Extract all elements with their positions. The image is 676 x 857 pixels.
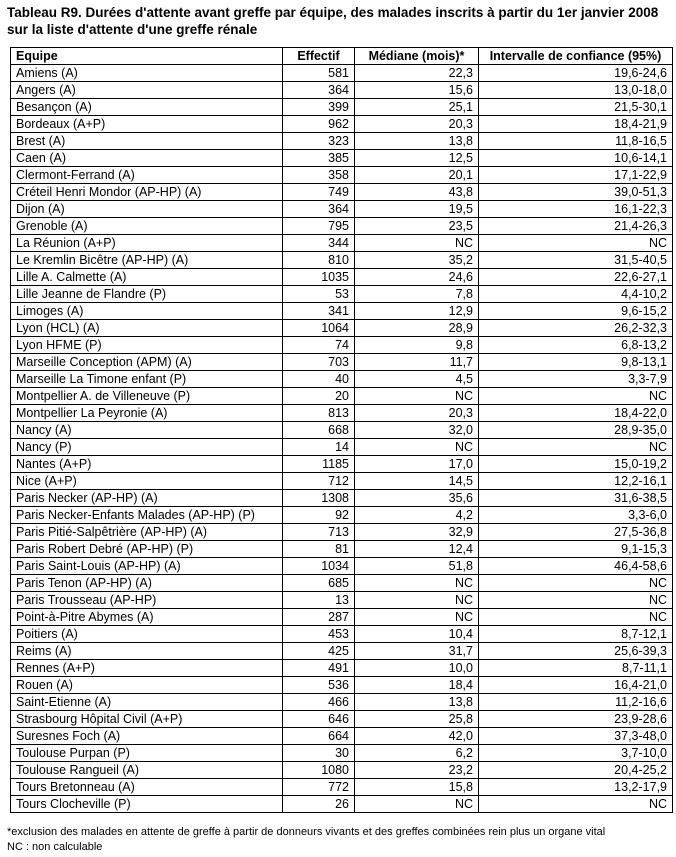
cell-mediane: 20,3 bbox=[355, 116, 479, 133]
cell-equipe: Grenoble (A) bbox=[11, 218, 283, 235]
table-row bbox=[11, 184, 673, 201]
table-row bbox=[11, 201, 673, 218]
cell-effectif: 287 bbox=[283, 609, 355, 626]
cell-intervalle: 6,8-13,2 bbox=[479, 337, 673, 354]
header-row bbox=[11, 48, 673, 65]
table-row bbox=[11, 337, 673, 354]
cell-equipe: Le Kremlin Bicêtre (AP-HP) (A) bbox=[11, 252, 283, 269]
cell-equipe: Toulouse Purpan (P) bbox=[11, 745, 283, 762]
cell-equipe: Tours Clocheville (P) bbox=[11, 796, 283, 813]
table-row bbox=[11, 133, 673, 150]
cell-intervalle: 26,2-32,3 bbox=[479, 320, 673, 337]
table-row bbox=[11, 643, 673, 660]
cell-equipe: Rouen (A) bbox=[11, 677, 283, 694]
table-row bbox=[11, 745, 673, 762]
cell-mediane: 32,0 bbox=[355, 422, 479, 439]
header-effectif: Effectif bbox=[283, 48, 355, 65]
cell-effectif: 385 bbox=[283, 150, 355, 167]
cell-equipe: Nantes (A+P) bbox=[11, 456, 283, 473]
table-row bbox=[11, 592, 673, 609]
cell-intervalle: 9,6-15,2 bbox=[479, 303, 673, 320]
table-body bbox=[11, 65, 673, 813]
cell-equipe: Bordeaux (A+P) bbox=[11, 116, 283, 133]
cell-effectif: 81 bbox=[283, 541, 355, 558]
cell-intervalle: 22,6-27,1 bbox=[479, 269, 673, 286]
cell-effectif: 712 bbox=[283, 473, 355, 490]
cell-effectif: 364 bbox=[283, 201, 355, 218]
table-row bbox=[11, 82, 673, 99]
cell-intervalle: 31,6-38,5 bbox=[479, 490, 673, 507]
table-row bbox=[11, 388, 673, 405]
cell-mediane: 4,2 bbox=[355, 507, 479, 524]
cell-mediane: NC bbox=[355, 439, 479, 456]
cell-effectif: 30 bbox=[283, 745, 355, 762]
cell-intervalle: 13,0-18,0 bbox=[479, 82, 673, 99]
cell-effectif: 399 bbox=[283, 99, 355, 116]
table-row bbox=[11, 269, 673, 286]
table-row bbox=[11, 660, 673, 677]
cell-equipe: Paris Pitié-Salpêtrière (AP-HP) (A) bbox=[11, 524, 283, 541]
table-row bbox=[11, 524, 673, 541]
table-row bbox=[11, 65, 673, 82]
cell-equipe: Marseille Conception (APM) (A) bbox=[11, 354, 283, 371]
cell-intervalle: 17,1-22,9 bbox=[479, 167, 673, 184]
cell-mediane: 14,5 bbox=[355, 473, 479, 490]
cell-intervalle: 3,7-10,0 bbox=[479, 745, 673, 762]
table-row bbox=[11, 677, 673, 694]
cell-mediane: 35,2 bbox=[355, 252, 479, 269]
cell-effectif: 466 bbox=[283, 694, 355, 711]
cell-mediane: 15,8 bbox=[355, 779, 479, 796]
cell-intervalle: 8,7-11,1 bbox=[479, 660, 673, 677]
header-intervalle: Intervalle de confiance (95%) bbox=[479, 48, 673, 65]
table-row bbox=[11, 541, 673, 558]
cell-equipe: Montpellier A. de Villeneuve (P) bbox=[11, 388, 283, 405]
table-row bbox=[11, 796, 673, 813]
cell-intervalle: 16,1-22,3 bbox=[479, 201, 673, 218]
table-row bbox=[11, 439, 673, 456]
cell-equipe: Paris Saint-Louis (AP-HP) (A) bbox=[11, 558, 283, 575]
cell-mediane: 15,6 bbox=[355, 82, 479, 99]
cell-equipe: Poitiers (A) bbox=[11, 626, 283, 643]
cell-mediane: NC bbox=[355, 575, 479, 592]
cell-effectif: 668 bbox=[283, 422, 355, 439]
table-row bbox=[11, 303, 673, 320]
cell-equipe: Point-à-Pitre Abymes (A) bbox=[11, 609, 283, 626]
table-row bbox=[11, 609, 673, 626]
header-equipe: Equipe bbox=[11, 48, 283, 65]
cell-mediane: 12,5 bbox=[355, 150, 479, 167]
cell-intervalle: 21,4-26,3 bbox=[479, 218, 673, 235]
cell-effectif: 810 bbox=[283, 252, 355, 269]
table-row bbox=[11, 371, 673, 388]
cell-equipe: Caen (A) bbox=[11, 150, 283, 167]
cell-effectif: 813 bbox=[283, 405, 355, 422]
cell-intervalle: 23,9-28,6 bbox=[479, 711, 673, 728]
cell-equipe: Clermont-Ferrand (A) bbox=[11, 167, 283, 184]
cell-mediane: 11,7 bbox=[355, 354, 479, 371]
cell-equipe: Lyon HFME (P) bbox=[11, 337, 283, 354]
cell-mediane: 20,3 bbox=[355, 405, 479, 422]
cell-intervalle: 4,4-10,2 bbox=[479, 286, 673, 303]
cell-intervalle: 3,3-6,0 bbox=[479, 507, 673, 524]
cell-mediane: NC bbox=[355, 235, 479, 252]
table-row bbox=[11, 694, 673, 711]
cell-equipe: Saint-Etienne (A) bbox=[11, 694, 283, 711]
cell-intervalle: 27,5-36,8 bbox=[479, 524, 673, 541]
cell-equipe: Strasbourg Hôpital Civil (A+P) bbox=[11, 711, 283, 728]
cell-effectif: 646 bbox=[283, 711, 355, 728]
table-row bbox=[11, 456, 673, 473]
cell-equipe: Dijon (A) bbox=[11, 201, 283, 218]
cell-intervalle: 16,4-21,0 bbox=[479, 677, 673, 694]
cell-equipe: Paris Trousseau (AP-HP) bbox=[11, 592, 283, 609]
cell-mediane: 6,2 bbox=[355, 745, 479, 762]
table-row bbox=[11, 575, 673, 592]
cell-effectif: 685 bbox=[283, 575, 355, 592]
cell-mediane: NC bbox=[355, 796, 479, 813]
cell-equipe: Besançon (A) bbox=[11, 99, 283, 116]
cell-mediane: 13,8 bbox=[355, 694, 479, 711]
cell-effectif: 664 bbox=[283, 728, 355, 745]
cell-effectif: 772 bbox=[283, 779, 355, 796]
cell-intervalle: 21,5-30,1 bbox=[479, 99, 673, 116]
cell-mediane: 19,5 bbox=[355, 201, 479, 218]
cell-intervalle: 12,2-16,1 bbox=[479, 473, 673, 490]
cell-effectif: 323 bbox=[283, 133, 355, 150]
cell-effectif: 581 bbox=[283, 65, 355, 82]
cell-mediane: NC bbox=[355, 592, 479, 609]
cell-effectif: 1064 bbox=[283, 320, 355, 337]
cell-mediane: 18,4 bbox=[355, 677, 479, 694]
cell-equipe: Toulouse Rangueil (A) bbox=[11, 762, 283, 779]
cell-effectif: 703 bbox=[283, 354, 355, 371]
cell-intervalle: 25,6-39,3 bbox=[479, 643, 673, 660]
cell-mediane: 12,4 bbox=[355, 541, 479, 558]
cell-effectif: 364 bbox=[283, 82, 355, 99]
table-row bbox=[11, 728, 673, 745]
cell-effectif: 425 bbox=[283, 643, 355, 660]
cell-equipe: Amiens (A) bbox=[11, 65, 283, 82]
cell-intervalle: 19,6-24,6 bbox=[479, 65, 673, 82]
cell-mediane: 35,6 bbox=[355, 490, 479, 507]
cell-intervalle: 13,2-17,9 bbox=[479, 779, 673, 796]
cell-equipe: Lyon (HCL) (A) bbox=[11, 320, 283, 337]
cell-mediane: 42,0 bbox=[355, 728, 479, 745]
cell-intervalle: NC bbox=[479, 388, 673, 405]
cell-intervalle: 9,1-15,3 bbox=[479, 541, 673, 558]
cell-intervalle: NC bbox=[479, 235, 673, 252]
cell-mediane: 23,5 bbox=[355, 218, 479, 235]
cell-intervalle: 20,4-25,2 bbox=[479, 762, 673, 779]
cell-intervalle: 8,7-12,1 bbox=[479, 626, 673, 643]
cell-mediane: 25,1 bbox=[355, 99, 479, 116]
footnote-nc: NC : non calculable bbox=[7, 841, 103, 853]
cell-equipe: Lille A. Calmette (A) bbox=[11, 269, 283, 286]
cell-effectif: 962 bbox=[283, 116, 355, 133]
cell-equipe: Marseille La Timone enfant (P) bbox=[11, 371, 283, 388]
cell-equipe: Limoges (A) bbox=[11, 303, 283, 320]
cell-intervalle: NC bbox=[479, 575, 673, 592]
table-row bbox=[11, 235, 673, 252]
cell-equipe: Suresnes Foch (A) bbox=[11, 728, 283, 745]
table-row bbox=[11, 779, 673, 796]
cell-equipe: Lille Jeanne de Flandre (P) bbox=[11, 286, 283, 303]
cell-mediane: 9,8 bbox=[355, 337, 479, 354]
table-row bbox=[11, 286, 673, 303]
table-row bbox=[11, 626, 673, 643]
cell-effectif: 453 bbox=[283, 626, 355, 643]
table-number: Tableau R9. bbox=[7, 5, 82, 20]
cell-equipe: Créteil Henri Mondor (AP-HP) (A) bbox=[11, 184, 283, 201]
table-row bbox=[11, 422, 673, 439]
cell-intervalle: 15,0-19,2 bbox=[479, 456, 673, 473]
table-row bbox=[11, 99, 673, 116]
cell-mediane: NC bbox=[355, 388, 479, 405]
cell-intervalle: 46,4-58,6 bbox=[479, 558, 673, 575]
cell-effectif: 14 bbox=[283, 439, 355, 456]
cell-equipe: Nancy (A) bbox=[11, 422, 283, 439]
cell-mediane: 20,1 bbox=[355, 167, 479, 184]
cell-mediane: 22,3 bbox=[355, 65, 479, 82]
cell-equipe: La Réunion (A+P) bbox=[11, 235, 283, 252]
cell-effectif: 1185 bbox=[283, 456, 355, 473]
cell-intervalle: NC bbox=[479, 439, 673, 456]
cell-intervalle: 10,6-14,1 bbox=[479, 150, 673, 167]
cell-intervalle: 37,3-48,0 bbox=[479, 728, 673, 745]
cell-effectif: 1080 bbox=[283, 762, 355, 779]
cell-effectif: 491 bbox=[283, 660, 355, 677]
cell-equipe: Paris Necker (AP-HP) (A) bbox=[11, 490, 283, 507]
cell-equipe: Tours Bretonneau (A) bbox=[11, 779, 283, 796]
table-caption: Durées d'attente avant greffe par équipe, des malades inscrits à partir du 1er janvier 2008 sur la liste d'attente d'une greffe rénale bbox=[7, 5, 659, 37]
table-row bbox=[11, 405, 673, 422]
cell-effectif: 53 bbox=[283, 286, 355, 303]
table-row bbox=[11, 490, 673, 507]
cell-mediane: 12,9 bbox=[355, 303, 479, 320]
table-row bbox=[11, 167, 673, 184]
cell-equipe: Angers (A) bbox=[11, 82, 283, 99]
cell-effectif: 536 bbox=[283, 677, 355, 694]
cell-intervalle: 39,0-51,3 bbox=[479, 184, 673, 201]
cell-effectif: 20 bbox=[283, 388, 355, 405]
cell-intervalle: NC bbox=[479, 609, 673, 626]
cell-effectif: 13 bbox=[283, 592, 355, 609]
cell-equipe: Paris Robert Debré (AP-HP) (P) bbox=[11, 541, 283, 558]
cell-effectif: 74 bbox=[283, 337, 355, 354]
cell-equipe: Montpellier La Peyronie (A) bbox=[11, 405, 283, 422]
cell-equipe: Brest (A) bbox=[11, 133, 283, 150]
cell-intervalle: 18,4-21,9 bbox=[479, 116, 673, 133]
cell-mediane: 10,4 bbox=[355, 626, 479, 643]
table-row bbox=[11, 116, 673, 133]
table-row bbox=[11, 558, 673, 575]
cell-effectif: 40 bbox=[283, 371, 355, 388]
cell-intervalle: 18,4-22,0 bbox=[479, 405, 673, 422]
table-row bbox=[11, 762, 673, 779]
cell-effectif: 344 bbox=[283, 235, 355, 252]
cell-effectif: 749 bbox=[283, 184, 355, 201]
cell-mediane: 4,5 bbox=[355, 371, 479, 388]
cell-equipe: Nice (A+P) bbox=[11, 473, 283, 490]
cell-effectif: 713 bbox=[283, 524, 355, 541]
footnotes bbox=[7, 825, 605, 855]
table-row bbox=[11, 218, 673, 235]
cell-intervalle: 28,9-35,0 bbox=[479, 422, 673, 439]
table-row bbox=[11, 150, 673, 167]
cell-mediane: 13,8 bbox=[355, 133, 479, 150]
cell-equipe: Reims (A) bbox=[11, 643, 283, 660]
cell-mediane: 7,8 bbox=[355, 286, 479, 303]
cell-mediane: 31,7 bbox=[355, 643, 479, 660]
cell-mediane: 25,8 bbox=[355, 711, 479, 728]
cell-intervalle: 11,2-16,6 bbox=[479, 694, 673, 711]
footnote-exclusion: *exclusion des malades en attente de greffe à partir de donneurs vivants et des greffes combinées rein plus un organe vital bbox=[7, 826, 606, 838]
cell-mediane: 10,0 bbox=[355, 660, 479, 677]
cell-effectif: 1308 bbox=[283, 490, 355, 507]
cell-mediane: 24,6 bbox=[355, 269, 479, 286]
cell-intervalle: NC bbox=[479, 592, 673, 609]
cell-effectif: 92 bbox=[283, 507, 355, 524]
cell-mediane: 51,8 bbox=[355, 558, 479, 575]
cell-equipe: Paris Necker-Enfants Malades (AP-HP) (P) bbox=[11, 507, 283, 524]
cell-mediane: 17,0 bbox=[355, 456, 479, 473]
cell-equipe: Paris Tenon (AP-HP) (A) bbox=[11, 575, 283, 592]
cell-intervalle: 31,5-40,5 bbox=[479, 252, 673, 269]
cell-equipe: Rennes (A+P) bbox=[11, 660, 283, 677]
cell-effectif: 26 bbox=[283, 796, 355, 813]
cell-equipe: Nancy (P) bbox=[11, 439, 283, 456]
table-row bbox=[11, 354, 673, 371]
table-row bbox=[11, 507, 673, 524]
cell-intervalle: 3,3-7,9 bbox=[479, 371, 673, 388]
table-row bbox=[11, 711, 673, 728]
cell-effectif: 1034 bbox=[283, 558, 355, 575]
cell-intervalle: 9,8-13,1 bbox=[479, 354, 673, 371]
cell-intervalle: 11,8-16,5 bbox=[479, 133, 673, 150]
cell-intervalle: NC bbox=[479, 796, 673, 813]
cell-mediane: NC bbox=[355, 609, 479, 626]
waiting-time-table bbox=[10, 47, 673, 813]
cell-mediane: 43,8 bbox=[355, 184, 479, 201]
table-title bbox=[7, 4, 667, 38]
cell-mediane: 28,9 bbox=[355, 320, 479, 337]
table-row bbox=[11, 252, 673, 269]
cell-effectif: 795 bbox=[283, 218, 355, 235]
cell-effectif: 341 bbox=[283, 303, 355, 320]
header-mediane: Médiane (mois)* bbox=[355, 48, 479, 65]
cell-effectif: 358 bbox=[283, 167, 355, 184]
cell-effectif: 1035 bbox=[283, 269, 355, 286]
cell-mediane: 32,9 bbox=[355, 524, 479, 541]
cell-mediane: 23,2 bbox=[355, 762, 479, 779]
table-row bbox=[11, 473, 673, 490]
table-row bbox=[11, 320, 673, 337]
